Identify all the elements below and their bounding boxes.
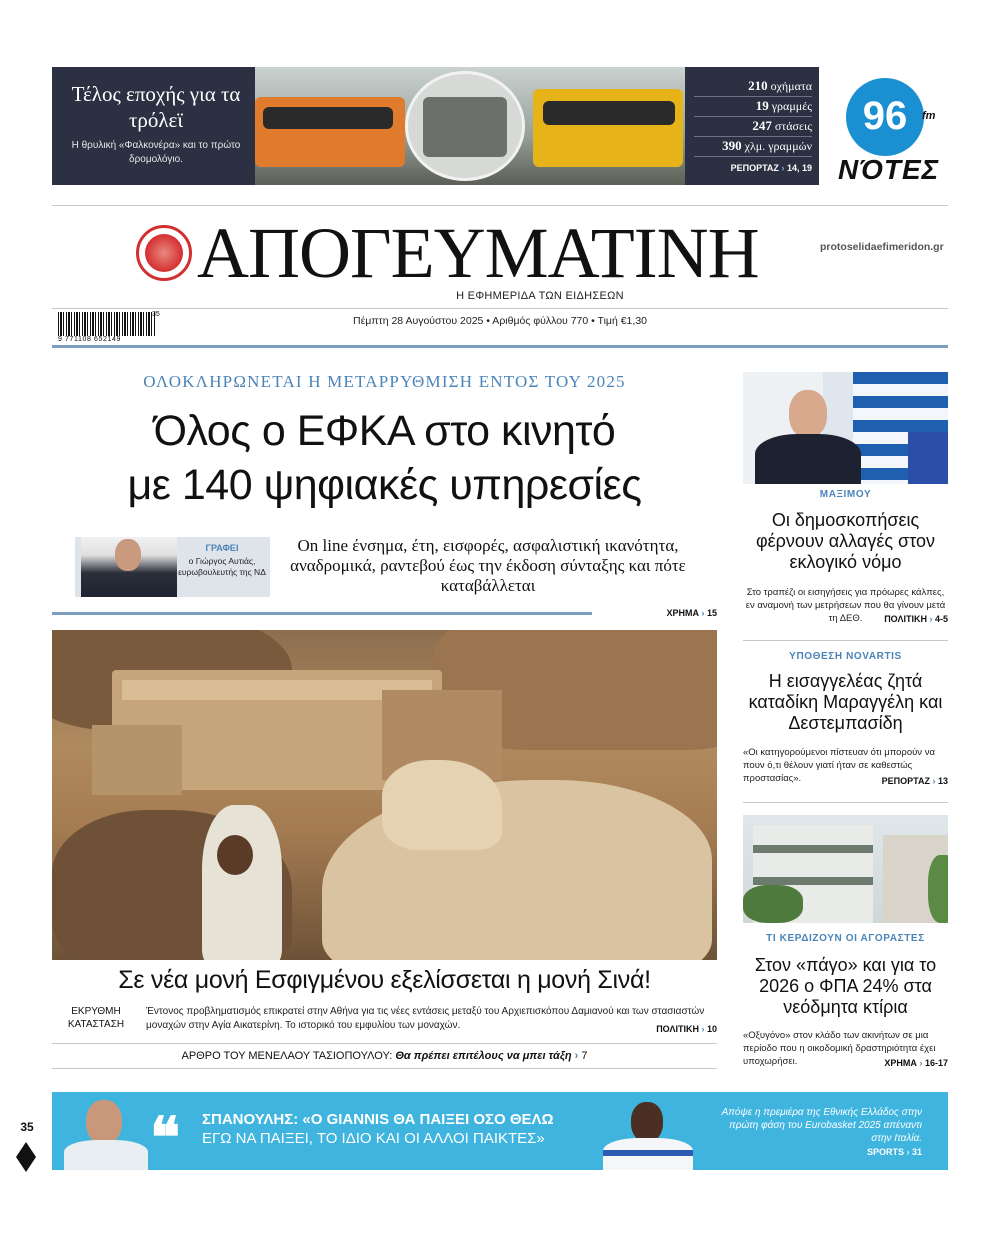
trolley-subtitle: Η θρυλική «Φαλκονέρα» και το πρώτο δρομολόγιο. [71, 140, 241, 165]
masthead-divider [52, 308, 948, 309]
trolley-title: Τέλος εποχής για τα τρόλεϊ [71, 82, 241, 132]
lead-headline[interactable] [52, 404, 717, 512]
novartis-divider [743, 802, 948, 803]
masthead-tagline: Η ΕΦΗΜΕΡΙΔΑ ΤΩΝ ΕΙΔΗΣΕΩΝ [456, 290, 624, 302]
masthead-blue-rule [52, 345, 948, 348]
sinai-body: Έντονος προβληματισμός επικρατεί στην Αθήνα για τις νέες εντάσεις μεταξύ του Αρχιεπισκόπου Δαμιανού και των στασιαστών μοναχών στην Αγία Αικατερίνη. Το ιστορικό του εμφυλίου των μοναχών. [146, 1006, 705, 1031]
barcode-icon [58, 312, 156, 336]
coach-photo [58, 1096, 150, 1170]
vat-body: «Οξυγόνο» στον κλάδο των ακινήτων σε μια περίοδο που η οικοδομική δραστηριότητα έχει υποχωρήσει. [743, 1030, 936, 1067]
stat-km: 390 χλμ. γραμμών [694, 137, 812, 157]
sinai-section-ref[interactable]: ΠΟΛΙΤΙΚΗ › 10 [656, 1024, 717, 1034]
lead-headline-line1: Όλος ο ΕΦΚΑ στο κινητό [153, 407, 616, 455]
lead-section-ref[interactable]: ΧΡΗΜΑ › 15 [666, 608, 717, 618]
polls-divider [743, 640, 948, 641]
trolley-photo [255, 67, 685, 185]
writer-avatar [81, 537, 177, 597]
sports-quote-line1: ΣΠΑΝΟΥΛΗΣ: «Ο GIANNIS ΘΑ ΠΑΙΞΕΙ ΟΣΟ ΘΕΛΩ [202, 1111, 554, 1128]
pm-photo [743, 372, 948, 484]
masthead-emblem-icon [136, 225, 192, 281]
article-divider [52, 1068, 717, 1069]
stat-lines: 19 γραμμές [694, 97, 812, 117]
radio-fm: fm [922, 110, 936, 122]
sports-section-ref[interactable]: SPORTS › 31 [866, 1147, 922, 1157]
sports-text: Απόψε η πρεμιέρα της Εθνικής Ελλάδος στην πρώτη φάση του Eurobasket 2025 απέναντι στην Ιταλία. [721, 1107, 922, 1144]
sports-quote-line2: ΕΓΩ ΝΑ ΠΑΙΞΕΙ, ΤΟ ΙΔΙΟ ΚΑΙ ΟΙ ΑΛΛΟΙ ΠΑΙΚΤΕΣ» [202, 1130, 545, 1147]
polls-headline[interactable]: Οι δημοσκοπήσεις φέρνουν αλλαγές στον εκλογικό νόμο [755, 510, 935, 572]
novartis-kicker: ΥΠΟΘΕΣΗ NOVARTIS [789, 651, 902, 662]
lead-kicker: ΟΛΟΚΛΗΡΩΝΕΤΑΙ Η ΜΕΤΑΡΡΥΘΜΙΣΗ ΕΝΤΟΣ ΤΟΥ 2025 [143, 372, 626, 391]
apartments-photo [743, 815, 948, 923]
stat-vehicles: 210 οχήματα [694, 77, 812, 97]
sinai-tag: ΕΚΡΥΘΜΗ ΚΑΤΑΣΤΑΣΗ [67, 1006, 125, 1030]
radio-number: 96 [846, 78, 924, 156]
novartis-headline[interactable]: Η εισαγγελέας ζητά καταδίκη Μαραγγέλη και Δεστεμπασίδη [748, 671, 943, 733]
trolley-stats [694, 77, 812, 157]
sinai-divider [52, 1043, 717, 1044]
sports-quote [202, 1110, 632, 1148]
player-photo [597, 1096, 697, 1170]
sinai-monastery-photo [52, 630, 717, 960]
radio-logo[interactable] [838, 78, 948, 188]
lead-blue-rule [52, 612, 592, 615]
lead-subhead: On line ένσημα, έτη, εισφορές, ασφαλιστική ικανότητα, αναδρομικά, ραντεβού έως την έκδοση σύνταξης και πότε καταβάλλεται [290, 536, 686, 595]
writer-box[interactable] [75, 537, 270, 597]
writer-name: ο Γιώργος Αυτιάς, ευρωβουλευτής της ΝΔ [178, 556, 266, 577]
watermark: protoselidaefimeridon.gr [818, 240, 968, 254]
diamond-icon [16, 1142, 36, 1172]
polls-body: Στο τραπέζι οι εισηγήσεις για πρόωρες κάλπες, εν αναμονή των μετρήσεων που θα γίνουν μετά τη ΔΕΘ. [745, 587, 946, 624]
polls-section-ref[interactable]: ΠΟΛΙΤΙΚΗ › 4-5 [884, 614, 948, 624]
trolley-report-ref[interactable]: ΡΕΠΟΡΤΑΖ › 14, 19 [730, 163, 812, 173]
lead-headline-line2: με 140 ψηφιακές υπηρεσίες [127, 461, 642, 509]
top-divider [52, 205, 948, 206]
radio-name: ΝΌΤΕΣ [838, 154, 940, 185]
sports-band[interactable] [52, 1092, 948, 1170]
page-number: 35 [20, 1120, 34, 1134]
quote-icon: ❝ [150, 1108, 181, 1170]
barcode-number: 9 771108 652149 [58, 336, 121, 343]
barcode-issue: 35 [152, 311, 160, 318]
stat-stops: 247 στάσεις [694, 117, 812, 137]
novartis-body: «Οι κατηγορούμενοι πίστευαν ότι μπορούν να πουν ό,τι θέλουν γιατί ήταν σε καθεστώς προστασίας». [743, 747, 935, 784]
novartis-section-ref[interactable]: ΡΕΠΟΡΤΑΖ › 13 [881, 776, 948, 786]
article-teaser[interactable]: ΑΡΘΡΟ ΤΟΥ ΜΕΝΕΛΑΟΥ ΤΑΣΙΟΠΟΥΛΟΥ: Θα πρέπει επιτέλους να μπει τάξη › 7 [181, 1050, 588, 1062]
issue-line: Πέμπτη 28 Αυγούστου 2025 • Αριθμός φύλλου 770 • Τιμή €1,30 [352, 315, 647, 327]
vat-kicker: ΤΙ ΚΕΡΔΙΖΟΥΝ ΟΙ ΑΓΟΡΑΣΤΕΣ [766, 933, 925, 944]
polls-kicker: ΜΑΞΙΜΟΥ [819, 489, 872, 500]
masthead-title[interactable]: ΑΠΟΓΕΥΜΑΤΙΝΗ [197, 213, 759, 293]
sinai-headline[interactable]: Σε νέα μονή Εσφιγμένου εξελίσσεται η μονή Σινά! [118, 966, 651, 994]
trolley-banner[interactable] [52, 67, 819, 185]
writer-label: ΓΡΑΦΕΙ [205, 543, 239, 553]
vat-section-ref[interactable]: ΧΡΗΜΑ › 16-17 [884, 1058, 948, 1068]
vat-headline[interactable]: Στον «πάγο» και για το 2026 ο ΦΠΑ 24% στα νεόδμητα κτίρια [754, 955, 937, 1017]
